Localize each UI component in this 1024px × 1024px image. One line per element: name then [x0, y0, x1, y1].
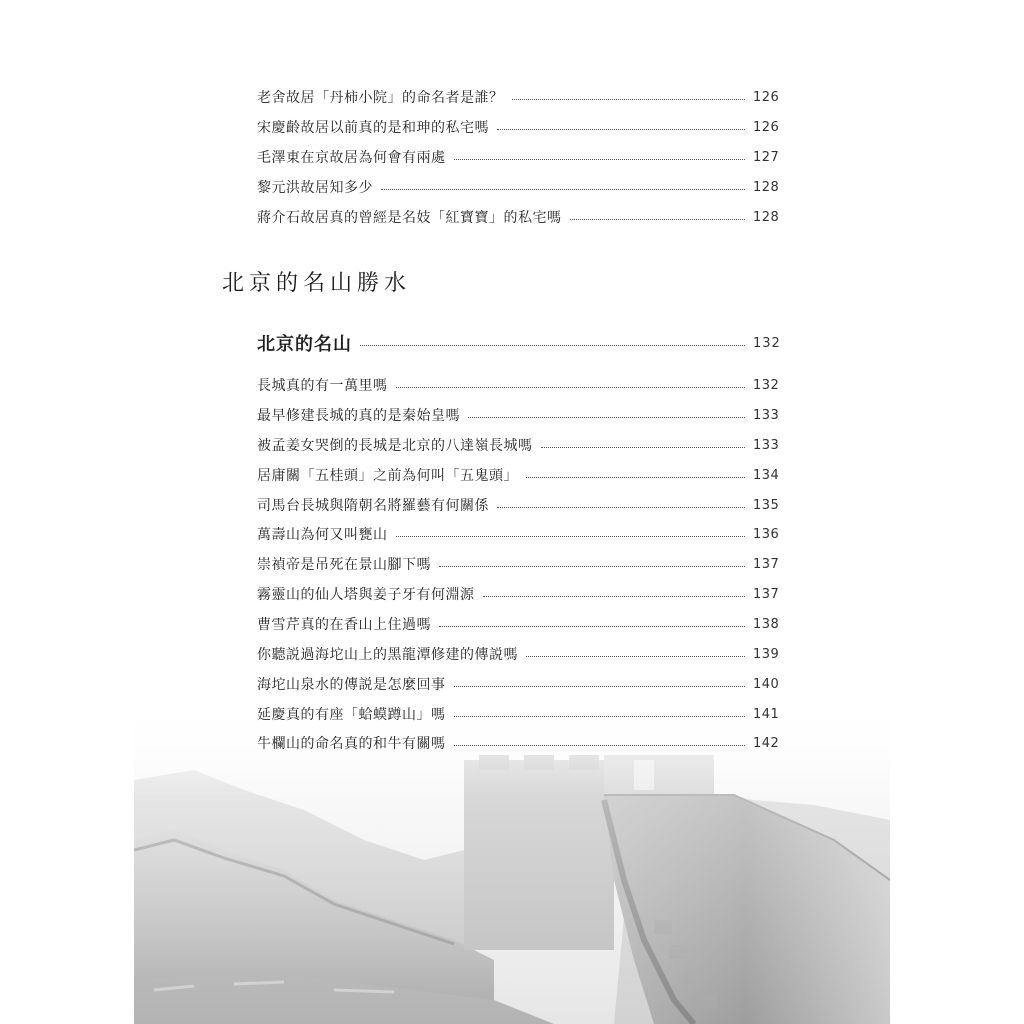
- toc-entry-title: 被孟姜女哭倒的長城是北京的八達嶺長城嗎: [257, 438, 533, 454]
- toc-entry[interactable]: [257, 703, 779, 725]
- section-title: 北京的名山勝水: [222, 271, 412, 296]
- dot-leader: [570, 219, 746, 220]
- toc-entry-page: 141: [753, 706, 780, 722]
- toc-entry-title: 崇禎帝是吊死在景山腳下嗎: [257, 557, 431, 573]
- toc-entry[interactable]: [257, 404, 779, 426]
- toc-entry[interactable]: [257, 732, 779, 754]
- toc-entry-page: 126: [753, 119, 780, 135]
- dot-leader: [526, 656, 745, 657]
- toc-entry[interactable]: [257, 553, 779, 575]
- toc-entry[interactable]: [257, 146, 779, 168]
- toc-entry-page: 139: [753, 646, 780, 662]
- dot-leader: [454, 686, 746, 687]
- toc-entry-page: 136: [753, 526, 780, 542]
- toc-entry-page: 128: [753, 179, 780, 195]
- toc-entry-title: 延慶真的有座「蛤蟆蹲山」嗎: [257, 707, 446, 723]
- toc-entry-page: 137: [753, 556, 780, 572]
- toc-entry-title: 宋慶齡故居以前真的是和珅的私宅嗎: [257, 120, 489, 136]
- dot-leader: [483, 596, 746, 597]
- toc-entry-page: 126: [753, 89, 780, 105]
- toc-entry[interactable]: [257, 176, 779, 198]
- dot-leader: [526, 477, 745, 478]
- toc-entry-page: 127: [753, 149, 780, 165]
- dot-leader: [439, 626, 745, 627]
- toc-entry[interactable]: [257, 206, 779, 228]
- dot-leader: [381, 189, 745, 190]
- dot-leader: [512, 99, 746, 100]
- dot-leader: [541, 447, 746, 448]
- toc-entry-title: 你聽説過海坨山上的黑龍潭修建的傳説嗎: [257, 647, 518, 663]
- dot-leader: [439, 566, 745, 567]
- toc-entry[interactable]: [257, 613, 779, 635]
- subsection-title: 北京的名山: [257, 334, 352, 355]
- dot-leader: [360, 345, 745, 346]
- toc-entry-title: 老舍故居「丹柿小院」的命名者是誰？: [257, 90, 504, 106]
- toc-entry-page: 134: [753, 467, 780, 483]
- toc-entry-page: 132: [753, 377, 780, 393]
- subsection-page: 132: [753, 335, 781, 351]
- toc-entry-page: 140: [753, 676, 780, 692]
- toc-entry[interactable]: [257, 116, 779, 138]
- toc-entry-title: 牛欄山的命名真的和牛有關嗎: [257, 736, 446, 752]
- subsection-entry[interactable]: [257, 329, 779, 357]
- toc-entry[interactable]: [257, 494, 779, 516]
- toc-entry-title: 萬壽山為何又叫甕山: [257, 527, 388, 543]
- dot-leader: [454, 716, 746, 717]
- dot-leader: [468, 417, 745, 418]
- toc-entry[interactable]: [257, 374, 779, 396]
- toc-entry-page: 128: [753, 209, 780, 225]
- toc-entry[interactable]: [257, 434, 779, 456]
- toc-entry-title: 海坨山泉水的傳説是怎麼回事: [257, 677, 446, 693]
- dot-leader: [396, 387, 746, 388]
- dot-leader: [497, 129, 745, 130]
- toc-entry-page: 142: [753, 735, 780, 751]
- toc-entry[interactable]: [257, 523, 779, 545]
- toc-entry-title: 毛澤東在京故居為何會有兩處: [257, 150, 446, 166]
- toc-entry-title: 居庸關「五桂頭」之前為何叫「五鬼頭」: [257, 468, 518, 484]
- toc-entry-title: 蔣介石故居真的曾經是名妓「紅寶寶」的私宅嗎: [257, 210, 562, 226]
- toc-entry-title: 曹雪芹真的在香山上住過嗎: [257, 617, 431, 633]
- toc-entry[interactable]: [257, 464, 779, 486]
- toc-entry[interactable]: [257, 583, 779, 605]
- toc-entry-title: 黎元洪故居知多少: [257, 180, 373, 196]
- toc-entry[interactable]: [257, 643, 779, 665]
- toc-entry-title: 司馬台長城與隋朝名將羅藝有何關係: [257, 498, 489, 514]
- dot-leader: [396, 536, 746, 537]
- dot-leader: [497, 507, 745, 508]
- toc-entry-title: 最早修建長城的真的是秦始皇嗎: [257, 408, 460, 424]
- toc-entry-page: 133: [753, 407, 780, 423]
- toc-entry-page: 133: [753, 437, 780, 453]
- toc-entry[interactable]: [257, 86, 779, 108]
- toc-entry[interactable]: [257, 673, 779, 695]
- toc-entry-page: 137: [753, 586, 780, 602]
- dot-leader: [454, 745, 746, 746]
- toc-entry-page: 138: [753, 616, 780, 632]
- dot-leader: [454, 159, 746, 160]
- toc-entry-title: 長城真的有一萬里嗎: [257, 378, 388, 394]
- toc-entry-title: 霧靈山的仙人塔與姜子牙有何淵源: [257, 587, 475, 603]
- toc-entry-page: 135: [753, 497, 780, 513]
